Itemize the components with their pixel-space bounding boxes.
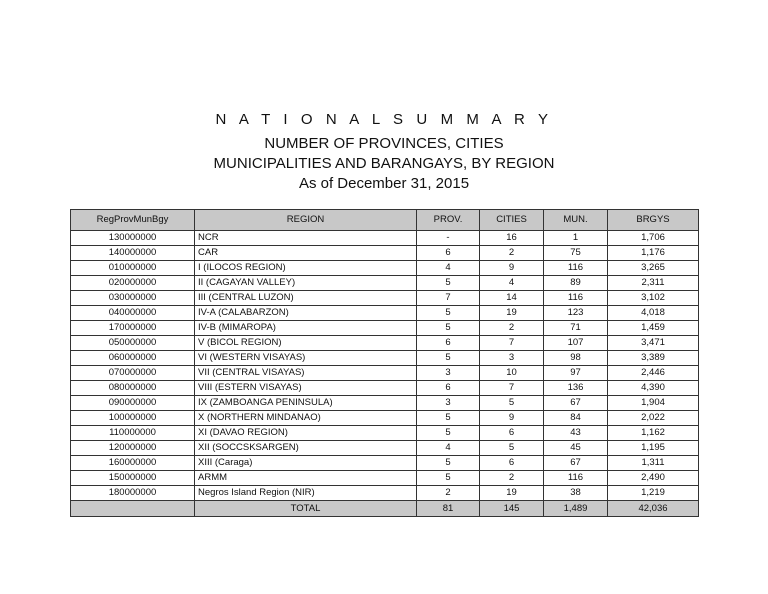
prov-cell: 5 <box>417 456 480 471</box>
brgys-cell: 2,022 <box>608 411 699 426</box>
region-cell: VI (WESTERN VISAYAS) <box>195 351 417 366</box>
brgys-cell: 1,219 <box>608 486 699 501</box>
total-row <box>71 501 699 517</box>
mun-cell: 38 <box>544 486 608 501</box>
brgys-cell: 1,311 <box>608 456 699 471</box>
col-header-brgys: BRGYS <box>608 210 699 231</box>
code-cell: 070000000 <box>71 366 195 381</box>
region-cell: ARMM <box>195 471 417 486</box>
table-row <box>71 426 699 441</box>
code-cell: 090000000 <box>71 396 195 411</box>
col-header-code: RegProvMunBgy <box>71 210 195 231</box>
brgys-cell: 1,176 <box>608 246 699 261</box>
region-cell: XII (SOCCSKSARGEN) <box>195 441 417 456</box>
brgys-cell: 4,390 <box>608 381 699 396</box>
mun-cell: 1 <box>544 231 608 246</box>
cities-cell: 10 <box>480 366 544 381</box>
prov-cell: 5 <box>417 276 480 291</box>
code-cell: 120000000 <box>71 441 195 456</box>
table-row <box>71 471 699 486</box>
region-summary-table <box>70 209 699 517</box>
col-header-region: REGION <box>195 210 417 231</box>
cities-cell: 2 <box>480 321 544 336</box>
table-row <box>71 396 699 411</box>
cities-cell: 7 <box>480 381 544 396</box>
brgys-cell: 1,459 <box>608 321 699 336</box>
code-cell: 140000000 <box>71 246 195 261</box>
mun-cell: 136 <box>544 381 608 396</box>
prov-cell: 5 <box>417 306 480 321</box>
table-row <box>71 321 699 336</box>
region-cell: IV-A (CALABARZON) <box>195 306 417 321</box>
code-cell: 050000000 <box>71 336 195 351</box>
prov-cell: 5 <box>417 426 480 441</box>
region-cell: Negros Island Region (NIR) <box>195 486 417 501</box>
table-row <box>71 351 699 366</box>
code-cell: 100000000 <box>71 411 195 426</box>
code-cell: 020000000 <box>71 276 195 291</box>
prov-cell: 6 <box>417 336 480 351</box>
cities-cell: 3 <box>480 351 544 366</box>
subtitle-line-3: As of December 31, 2015 <box>298 175 470 192</box>
total-mun: 1,489 <box>544 501 608 517</box>
mun-cell: 75 <box>544 246 608 261</box>
brgys-cell: 3,102 <box>608 291 699 306</box>
table-row <box>71 486 699 501</box>
code-cell: 160000000 <box>71 456 195 471</box>
col-header-mun: MUN. <box>544 210 608 231</box>
region-cell: IV-B (MIMAROPA) <box>195 321 417 336</box>
code-cell: 030000000 <box>71 291 195 306</box>
region-cell: II (CAGAYAN VALLEY) <box>195 276 417 291</box>
cities-cell: 9 <box>480 261 544 276</box>
brgys-cell: 2,490 <box>608 471 699 486</box>
code-cell: 130000000 <box>71 231 195 246</box>
cities-cell: 5 <box>480 441 544 456</box>
total-code-cell <box>71 501 195 517</box>
cities-cell: 14 <box>480 291 544 306</box>
cities-cell: 9 <box>480 411 544 426</box>
table-row <box>71 411 699 426</box>
brgys-cell: 4,018 <box>608 306 699 321</box>
region-cell: VIII (ESTERN VISAYAS) <box>195 381 417 396</box>
region-cell: XI (DAVAO REGION) <box>195 426 417 441</box>
mun-cell: 116 <box>544 261 608 276</box>
cities-cell: 5 <box>480 396 544 411</box>
cities-cell: 6 <box>480 456 544 471</box>
cities-cell: 16 <box>480 231 544 246</box>
brgys-cell: 3,471 <box>608 336 699 351</box>
region-cell: III (CENTRAL LUZON) <box>195 291 417 306</box>
mun-cell: 116 <box>544 471 608 486</box>
region-cell: NCR <box>195 231 417 246</box>
table-header-row <box>71 210 699 231</box>
total-prov: 81 <box>417 501 480 517</box>
prov-cell: 2 <box>417 486 480 501</box>
mun-cell: 84 <box>544 411 608 426</box>
table-row <box>71 276 699 291</box>
subtitle-line-1: NUMBER OF PROVINCES, CITIES <box>264 135 504 152</box>
mun-cell: 107 <box>544 336 608 351</box>
brgys-cell: 3,265 <box>608 261 699 276</box>
cities-cell: 6 <box>480 426 544 441</box>
cities-cell: 19 <box>480 486 544 501</box>
table-row <box>71 231 699 246</box>
table-row <box>71 456 699 471</box>
region-cell: IX (ZAMBOANGA PENINSULA) <box>195 396 417 411</box>
code-cell: 010000000 <box>71 261 195 276</box>
col-header-cities: CITIES <box>480 210 544 231</box>
brgys-cell: 1,904 <box>608 396 699 411</box>
mun-cell: 45 <box>544 441 608 456</box>
brgys-cell: 3,389 <box>608 351 699 366</box>
mun-cell: 97 <box>544 366 608 381</box>
mun-cell: 43 <box>544 426 608 441</box>
table-row <box>71 441 699 456</box>
cities-cell: 19 <box>480 306 544 321</box>
region-cell: XIII (Caraga) <box>195 456 417 471</box>
table-row <box>71 246 699 261</box>
table-row <box>71 306 699 321</box>
total-brgys: 42,036 <box>608 501 699 517</box>
prov-cell: 3 <box>417 396 480 411</box>
brgys-cell: 2,446 <box>608 366 699 381</box>
code-cell: 060000000 <box>71 351 195 366</box>
table-row <box>71 366 699 381</box>
prov-cell: 6 <box>417 381 480 396</box>
prov-cell: 3 <box>417 366 480 381</box>
prov-cell: 4 <box>417 261 480 276</box>
cities-cell: 7 <box>480 336 544 351</box>
total-label: TOTAL <box>195 501 417 517</box>
table-row <box>71 336 699 351</box>
prov-cell: 5 <box>417 321 480 336</box>
cities-cell: 2 <box>480 471 544 486</box>
mun-cell: 67 <box>544 396 608 411</box>
mun-cell: 67 <box>544 456 608 471</box>
subtitle-line-2: MUNICIPALITIES AND BARANGAYS, BY REGION <box>213 155 555 172</box>
region-cell: X (NORTHERN MINDANAO) <box>195 411 417 426</box>
mun-cell: 123 <box>544 306 608 321</box>
table-row <box>71 261 699 276</box>
code-cell: 180000000 <box>71 486 195 501</box>
mun-cell: 116 <box>544 291 608 306</box>
mun-cell: 71 <box>544 321 608 336</box>
region-cell: CAR <box>195 246 417 261</box>
prov-cell: 5 <box>417 411 480 426</box>
prov-cell: 5 <box>417 351 480 366</box>
region-cell: I (ILOCOS REGION) <box>195 261 417 276</box>
mun-cell: 89 <box>544 276 608 291</box>
prov-cell: - <box>417 231 480 246</box>
col-header-prov: PROV. <box>417 210 480 231</box>
brgys-cell: 1,195 <box>608 441 699 456</box>
brgys-cell: 1,162 <box>608 426 699 441</box>
prov-cell: 5 <box>417 471 480 486</box>
cities-cell: 2 <box>480 246 544 261</box>
region-cell: VII (CENTRAL VISAYAS) <box>195 366 417 381</box>
prov-cell: 6 <box>417 246 480 261</box>
table-body <box>71 231 699 501</box>
table-row <box>71 381 699 396</box>
document-title: N A T I O N A L S U M M A R Y <box>215 111 553 128</box>
brgys-cell: 1,706 <box>608 231 699 246</box>
table-row <box>71 291 699 306</box>
code-cell: 080000000 <box>71 381 195 396</box>
code-cell: 040000000 <box>71 306 195 321</box>
total-cities: 145 <box>480 501 544 517</box>
code-cell: 170000000 <box>71 321 195 336</box>
prov-cell: 7 <box>417 291 480 306</box>
brgys-cell: 2,311 <box>608 276 699 291</box>
region-cell: V (BICOL REGION) <box>195 336 417 351</box>
prov-cell: 4 <box>417 441 480 456</box>
code-cell: 110000000 <box>71 426 195 441</box>
mun-cell: 98 <box>544 351 608 366</box>
cities-cell: 4 <box>480 276 544 291</box>
code-cell: 150000000 <box>71 471 195 486</box>
